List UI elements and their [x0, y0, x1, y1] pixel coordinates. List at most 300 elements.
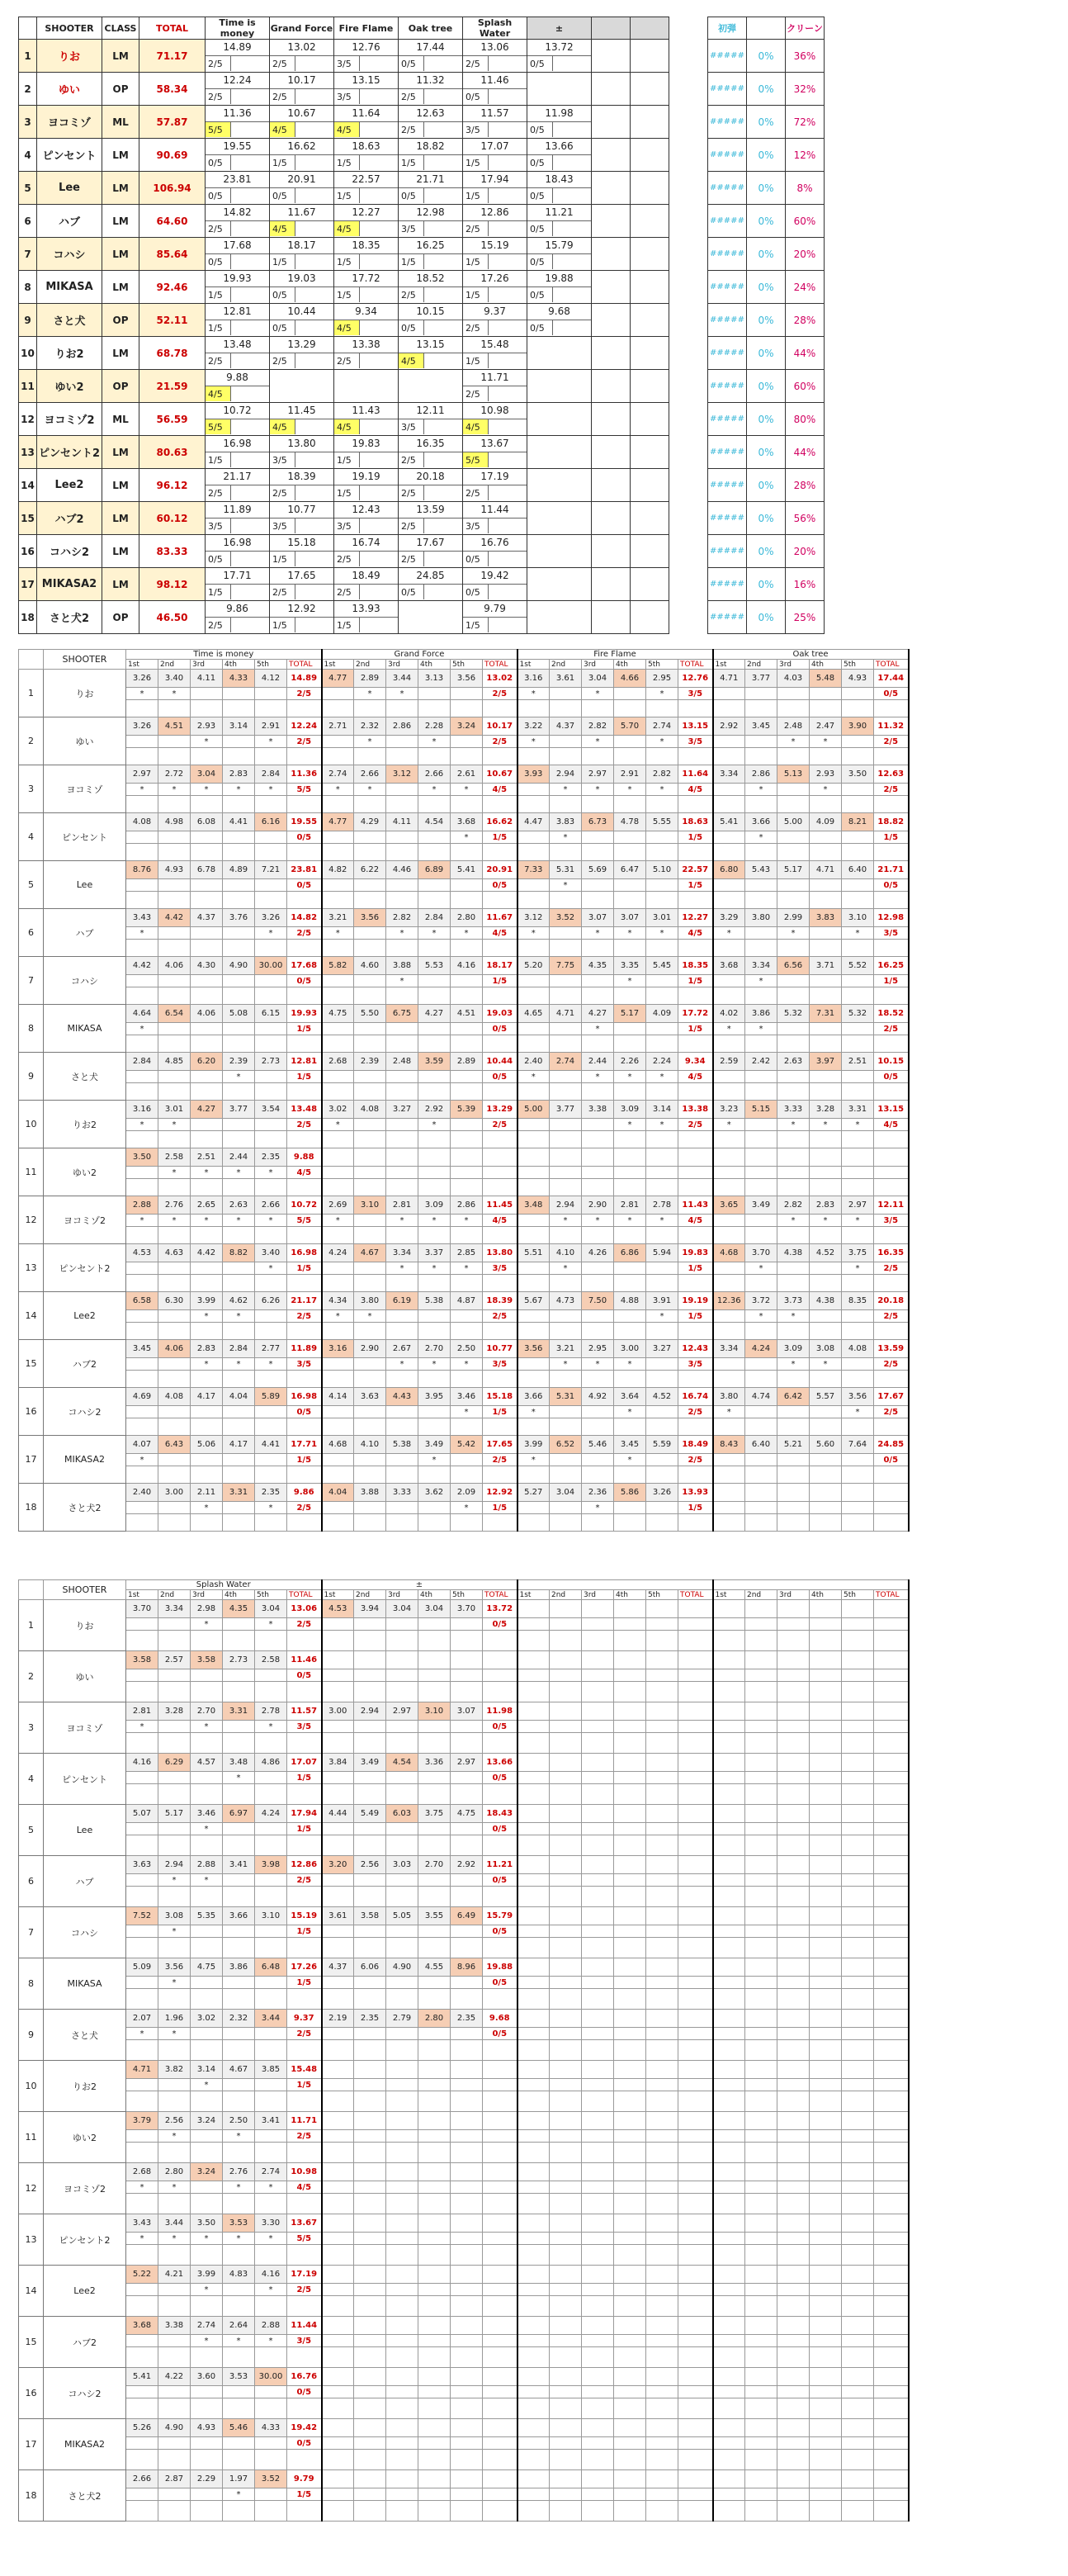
spacer-cell	[810, 940, 842, 957]
stage-hit-count	[874, 1502, 909, 1514]
spacer-cell	[322, 2296, 354, 2317]
stage-hits: 1/5	[270, 617, 295, 632]
detail-spacer-row	[19, 1371, 909, 1388]
spacer-cell	[451, 1035, 483, 1053]
clean-mark	[810, 1823, 842, 1835]
spacer-cell	[223, 844, 255, 861]
split-time: 5.26	[126, 2419, 158, 2437]
clean-mark	[842, 2488, 874, 2501]
clean-mark	[386, 1406, 418, 1418]
spacer-cell	[191, 892, 223, 909]
stage-time: 18.35	[352, 239, 380, 251]
split-time: 2.82	[386, 909, 418, 927]
spacer-cell	[126, 1733, 158, 1754]
split-time	[810, 2061, 842, 2079]
spacer-cell	[669, 205, 708, 238]
spacer-cell	[255, 1371, 287, 1388]
shooter-total: 46.50	[139, 601, 206, 634]
spacer-cell	[223, 700, 255, 717]
spacer-cell	[713, 940, 745, 957]
spacer-cell	[517, 2040, 550, 2061]
split-time: 4.65	[517, 1005, 550, 1023]
spacer-cell	[223, 2194, 255, 2214]
spacer-cell	[874, 2245, 909, 2266]
spacer-cell	[582, 2040, 614, 2061]
clean-mark: *	[255, 1167, 287, 1179]
clean-mark: *	[158, 1119, 191, 1131]
spacer-cell	[842, 1275, 874, 1292]
stage-cell	[270, 601, 334, 634]
spacer-cell	[646, 1989, 678, 2010]
clean-mark	[713, 2233, 745, 2245]
spacer-cell	[126, 748, 158, 765]
split-time: 8.96	[451, 1958, 483, 1977]
clean-mark: *	[810, 784, 842, 796]
stage-total: 16.35	[874, 1244, 909, 1262]
stage-blank	[295, 253, 333, 269]
spacer-cell	[646, 2450, 678, 2470]
split-time	[582, 2470, 614, 2488]
clean-mark: *	[451, 1502, 483, 1514]
stage-total: 13.02	[483, 670, 517, 688]
spacer-cell	[451, 1989, 483, 2010]
clean-mark	[777, 2284, 810, 2296]
detail-spacer-row	[19, 1733, 909, 1754]
first-shot-pct: 0%	[747, 469, 786, 502]
stage-hit-count	[874, 1721, 909, 1733]
stage-total: 13.15	[678, 717, 713, 736]
summary-row	[19, 568, 825, 601]
split-time	[517, 1805, 550, 1823]
stage-hits: 2/5	[399, 452, 424, 467]
clean-mark	[386, 1874, 418, 1887]
split-time: 7.52	[126, 1907, 158, 1925]
stage-cell	[463, 601, 527, 634]
clean-mark	[223, 1874, 255, 1887]
stage-title: Oak tree	[713, 650, 909, 660]
spacer-cell	[517, 1631, 550, 1651]
stage-hits: 1/5	[463, 187, 489, 203]
column-header: 2nd	[550, 660, 582, 670]
spacer-cell	[322, 1631, 354, 1651]
stage-hit-count: 0/5	[483, 2028, 517, 2040]
split-time	[451, 2061, 483, 2079]
detail-row	[19, 2419, 909, 2437]
spacer-cell	[713, 1418, 745, 1436]
clean-mark: *	[582, 1502, 614, 1514]
spacer-cell	[669, 139, 708, 172]
split-time: 2.47	[810, 717, 842, 736]
stage-cell	[206, 568, 270, 601]
clean-mark	[223, 736, 255, 748]
split-time	[418, 1651, 451, 1669]
clean-mark: *	[255, 927, 287, 940]
clean-mark	[386, 831, 418, 844]
detail-spacer-row	[19, 2501, 909, 2522]
clean-mark	[255, 1406, 287, 1418]
clean-mark: *	[158, 1215, 191, 1227]
stage-hits-row	[463, 419, 527, 434]
spacer-cell	[191, 1938, 223, 1958]
split-time	[646, 1702, 678, 1721]
stage-blank	[553, 121, 591, 137]
stage-blank	[489, 584, 527, 599]
spacer-cell	[582, 1733, 614, 1754]
detail-subrow	[19, 1618, 909, 1631]
split-time: 3.34	[386, 1244, 418, 1262]
split-time: 4.43	[386, 1388, 418, 1406]
stage-hits: 2/5	[334, 584, 360, 599]
clean-mark: *	[158, 1977, 191, 1989]
spacer-cell	[191, 1418, 223, 1436]
clean-mark	[191, 1454, 223, 1466]
split-time	[842, 2214, 874, 2233]
spacer-cell	[810, 1784, 842, 1805]
spacer-cell	[550, 987, 582, 1005]
clean-mark	[646, 2284, 678, 2296]
stage-time: 16.74	[352, 537, 380, 548]
spacer-cell	[287, 1323, 322, 1340]
spacer-cell	[191, 2398, 223, 2419]
clean-mark	[451, 1823, 483, 1835]
spacer-cell	[646, 1035, 678, 1053]
clean-mark	[191, 1977, 223, 1989]
shooter-class: LM	[102, 337, 139, 370]
stage-hit-count: 1/5	[678, 1502, 713, 1514]
spacer-cell	[777, 844, 810, 861]
split-time	[810, 1907, 842, 1925]
clean-mark	[322, 2079, 354, 2091]
stage-total: 9.68	[483, 2010, 517, 2028]
clean-mark	[418, 2181, 451, 2194]
clean-mark	[191, 2488, 223, 2501]
stage-hits: 3/5	[463, 518, 489, 533]
split-time: 6.26	[255, 1292, 287, 1310]
column-header: 3rd	[582, 1590, 614, 1600]
split-time: 5.13	[777, 765, 810, 784]
split-time: 4.09	[646, 1005, 678, 1023]
spacer-cell	[287, 1887, 322, 1907]
blank-header	[631, 17, 669, 40]
spacer-cell	[614, 2194, 646, 2214]
spacer-cell	[418, 844, 451, 861]
split-time	[550, 1148, 582, 1167]
stage-time: 21.17	[223, 471, 252, 482]
spacer-cell	[158, 1179, 191, 1196]
split-time: 4.67	[354, 1244, 386, 1262]
shooter-name: ハブ2	[44, 1340, 126, 1388]
stage-hits-row	[334, 518, 398, 533]
split-time: 2.94	[550, 765, 582, 784]
no-header	[19, 1580, 44, 1600]
clean-mark	[713, 1215, 745, 1227]
spacer-cell	[745, 2501, 777, 2522]
stage-blank	[231, 121, 269, 137]
split-time: 3.77	[550, 1101, 582, 1119]
shooter-name: ハブ2	[44, 2317, 126, 2368]
split-time: 6.73	[582, 813, 614, 831]
clean-mark: *	[223, 2233, 255, 2245]
spacer-cell	[874, 1227, 909, 1244]
split-time: 3.07	[614, 909, 646, 927]
clean-mark	[842, 975, 874, 987]
spacer-cell	[810, 1514, 842, 1532]
spacer-cell	[713, 2091, 745, 2112]
split-time: 3.83	[550, 813, 582, 831]
split-time: 5.38	[418, 1292, 451, 1310]
split-time: 2.94	[354, 1702, 386, 1721]
stage-total: 10.72	[287, 1196, 322, 1215]
clean-mark	[418, 2079, 451, 2091]
split-time: 2.78	[255, 1702, 287, 1721]
clean-mark	[582, 879, 614, 892]
clean-mark	[418, 1310, 451, 1323]
split-time: 3.68	[451, 813, 483, 831]
stage-hits: 0/5	[399, 584, 424, 599]
spacer-cell	[646, 1784, 678, 1805]
spacer-cell	[223, 2398, 255, 2419]
spacer-cell	[646, 700, 678, 717]
spacer-cell	[517, 1466, 550, 1484]
first-shot-pct: 0%	[747, 568, 786, 601]
row-number: 11	[19, 1148, 44, 1196]
spacer-cell	[517, 940, 550, 957]
spacer-cell	[418, 1784, 451, 1805]
spacer-cell	[517, 1035, 550, 1053]
row-number: 17	[19, 568, 37, 601]
split-time: 2.97	[451, 1754, 483, 1772]
split-time	[713, 2214, 745, 2233]
clean-mark: *	[158, 1874, 191, 1887]
detail-row	[19, 1244, 909, 1262]
clean-mark	[354, 2335, 386, 2347]
spacer-cell	[678, 796, 713, 813]
stage-hit-count: 2/5	[874, 784, 909, 796]
spacer-cell	[550, 1275, 582, 1292]
split-time: 4.02	[713, 1005, 745, 1023]
spacer-cell	[191, 2501, 223, 2522]
stage-total: 16.25	[874, 957, 909, 975]
spacer-cell	[874, 1275, 909, 1292]
split-time	[842, 2061, 874, 2079]
shooter-name: Lee	[44, 1805, 126, 1856]
split-time: 3.97	[810, 1053, 842, 1071]
split-time	[745, 2419, 777, 2437]
split-time	[354, 2214, 386, 2233]
spacer-cell	[713, 2296, 745, 2317]
spacer-cell	[582, 700, 614, 717]
spacer-cell	[874, 2143, 909, 2163]
split-time: 3.36	[418, 1754, 451, 1772]
detail-spacer-row	[19, 2143, 909, 2163]
stage-hit-count: 1/5	[483, 975, 517, 987]
clean-mark	[810, 1167, 842, 1179]
clean-mark: *	[517, 1406, 550, 1418]
detail-spacer-row	[19, 2450, 909, 2470]
split-time: 6.03	[386, 1805, 418, 1823]
stage-cell	[527, 139, 592, 172]
clean-mark	[322, 2233, 354, 2245]
stage-time: 13.67	[480, 438, 509, 449]
empty-cell	[631, 403, 669, 436]
detail-stage-row	[19, 1580, 909, 1590]
stage-hits-row	[399, 518, 462, 533]
spacer-cell	[255, 2296, 287, 2317]
split-time	[354, 2368, 386, 2386]
spacer-cell	[669, 40, 708, 73]
spacer-cell	[223, 1418, 255, 1436]
clean-mark	[777, 1823, 810, 1835]
row-number: 8	[19, 271, 37, 304]
stage-time: 11.44	[480, 504, 509, 515]
split-time	[614, 1702, 646, 1721]
clean-mark	[451, 1925, 483, 1938]
stage-hit-count: 3/5	[287, 2335, 322, 2347]
spacer-cell	[517, 700, 550, 717]
spacer-cell	[874, 2501, 909, 2522]
shooter-total: 83.33	[139, 535, 206, 568]
shooter-total: 98.12	[139, 568, 206, 601]
stage-hit-count: 0/5	[483, 1071, 517, 1083]
spacer-cell	[713, 2245, 745, 2266]
clean-mark: *	[582, 1023, 614, 1035]
split-time: 2.39	[354, 1053, 386, 1071]
clean-mark	[126, 1310, 158, 1323]
stage-hit-count: 1/5	[483, 1406, 517, 1418]
spacer-cell	[483, 1131, 517, 1148]
spacer-cell	[354, 1083, 386, 1101]
spacer-cell	[287, 2091, 322, 2112]
split-time: 3.49	[418, 1436, 451, 1454]
stage-total: 17.94	[287, 1805, 322, 1823]
clean-mark	[354, 1119, 386, 1131]
split-time	[810, 1805, 842, 1823]
split-time: 3.90	[842, 717, 874, 736]
stage-hit-count: 0/5	[483, 1874, 517, 1887]
split-time	[646, 1754, 678, 1772]
spacer-cell	[386, 1466, 418, 1484]
clean-mark	[354, 1071, 386, 1083]
stage-total: 16.98	[287, 1244, 322, 1262]
spacer-cell	[614, 1938, 646, 1958]
split-time: 5.51	[517, 1244, 550, 1262]
stage-cell	[399, 502, 463, 535]
clean-mark	[517, 1215, 550, 1227]
spacer-cell	[191, 1466, 223, 1484]
clean-mark	[842, 2181, 874, 2194]
spacer-cell	[810, 700, 842, 717]
spacer-cell	[713, 1733, 745, 1754]
clean-mark	[418, 1772, 451, 1784]
spacer-cell	[354, 1275, 386, 1292]
spacer-cell	[678, 2245, 713, 2266]
summary-row	[19, 172, 825, 205]
shooter-total: 80.63	[139, 436, 206, 469]
clean-mark: *	[354, 1310, 386, 1323]
summary-row	[19, 271, 825, 304]
clean-mark	[842, 1874, 874, 1887]
split-time	[842, 2470, 874, 2488]
stage-cell	[463, 40, 527, 73]
spacer-cell	[418, 1682, 451, 1702]
stage-total	[874, 2419, 909, 2437]
clean-mark: *	[713, 1406, 745, 1418]
clean-mark	[322, 1406, 354, 1418]
spacer-cell	[418, 892, 451, 909]
split-time	[517, 2368, 550, 2386]
clean-mark	[322, 1167, 354, 1179]
split-time: 2.65	[191, 1196, 223, 1215]
split-time: 2.88	[255, 2317, 287, 2335]
spacer-cell	[745, 748, 777, 765]
clean-mark	[354, 2386, 386, 2398]
clean-mark	[418, 975, 451, 987]
stage-hit-count: 0/5	[287, 879, 322, 892]
row-number: 11	[19, 370, 37, 403]
stage-time: 17.68	[223, 239, 252, 251]
clean-mark	[517, 2488, 550, 2501]
empty-cell	[592, 304, 631, 337]
spacer-cell	[874, 1784, 909, 1805]
spacer-cell	[745, 1227, 777, 1244]
spacer-cell	[354, 2245, 386, 2266]
stage-hit-count: 0/5	[483, 1925, 517, 1938]
stage-total: 12.43	[678, 1340, 713, 1358]
clean-mark	[646, 1262, 678, 1275]
clean-mark	[158, 879, 191, 892]
stage-hits: 4/5	[334, 320, 360, 335]
spacer-cell	[745, 1989, 777, 2010]
split-time: 3.21	[550, 1340, 582, 1358]
split-time: 4.83	[223, 2266, 255, 2284]
split-time: 4.90	[386, 1958, 418, 1977]
column-header: 5th	[451, 1590, 483, 1600]
detail-row	[19, 1484, 909, 1502]
spacer-cell	[777, 748, 810, 765]
stage-total: 14.89	[287, 670, 322, 688]
stage-hits-row	[206, 88, 269, 104]
stage-cell	[270, 238, 334, 271]
clean-mark	[842, 2386, 874, 2398]
clean-mark	[126, 1618, 158, 1631]
split-time: 3.01	[646, 909, 678, 927]
stage-total: 21.17	[287, 1292, 322, 1310]
spacer-cell	[678, 987, 713, 1005]
spacer-cell	[874, 2040, 909, 2061]
spacer-cell	[483, 1466, 517, 1484]
clean-mark	[842, 1977, 874, 1989]
split-time	[322, 2214, 354, 2233]
split-time	[745, 1484, 777, 1502]
stage-blank	[295, 121, 333, 137]
split-time: 2.85	[451, 1244, 483, 1262]
spacer-cell	[745, 1514, 777, 1532]
split-time: 3.04	[386, 1600, 418, 1618]
split-time	[745, 1856, 777, 1874]
split-time: 4.24	[745, 1340, 777, 1358]
stage-time: 17.26	[480, 272, 509, 284]
spacer-cell	[483, 2450, 517, 2470]
clean-mark	[713, 2079, 745, 2091]
stage-hit-count: 1/5	[287, 1823, 322, 1835]
spacer-cell	[777, 940, 810, 957]
stage-total	[483, 1148, 517, 1167]
split-time	[810, 1600, 842, 1618]
spacer-cell	[223, 1035, 255, 1053]
stage-time: 16.98	[223, 438, 252, 449]
split-time: 5.27	[517, 1484, 550, 1502]
clean-mark: *	[158, 1925, 191, 1938]
